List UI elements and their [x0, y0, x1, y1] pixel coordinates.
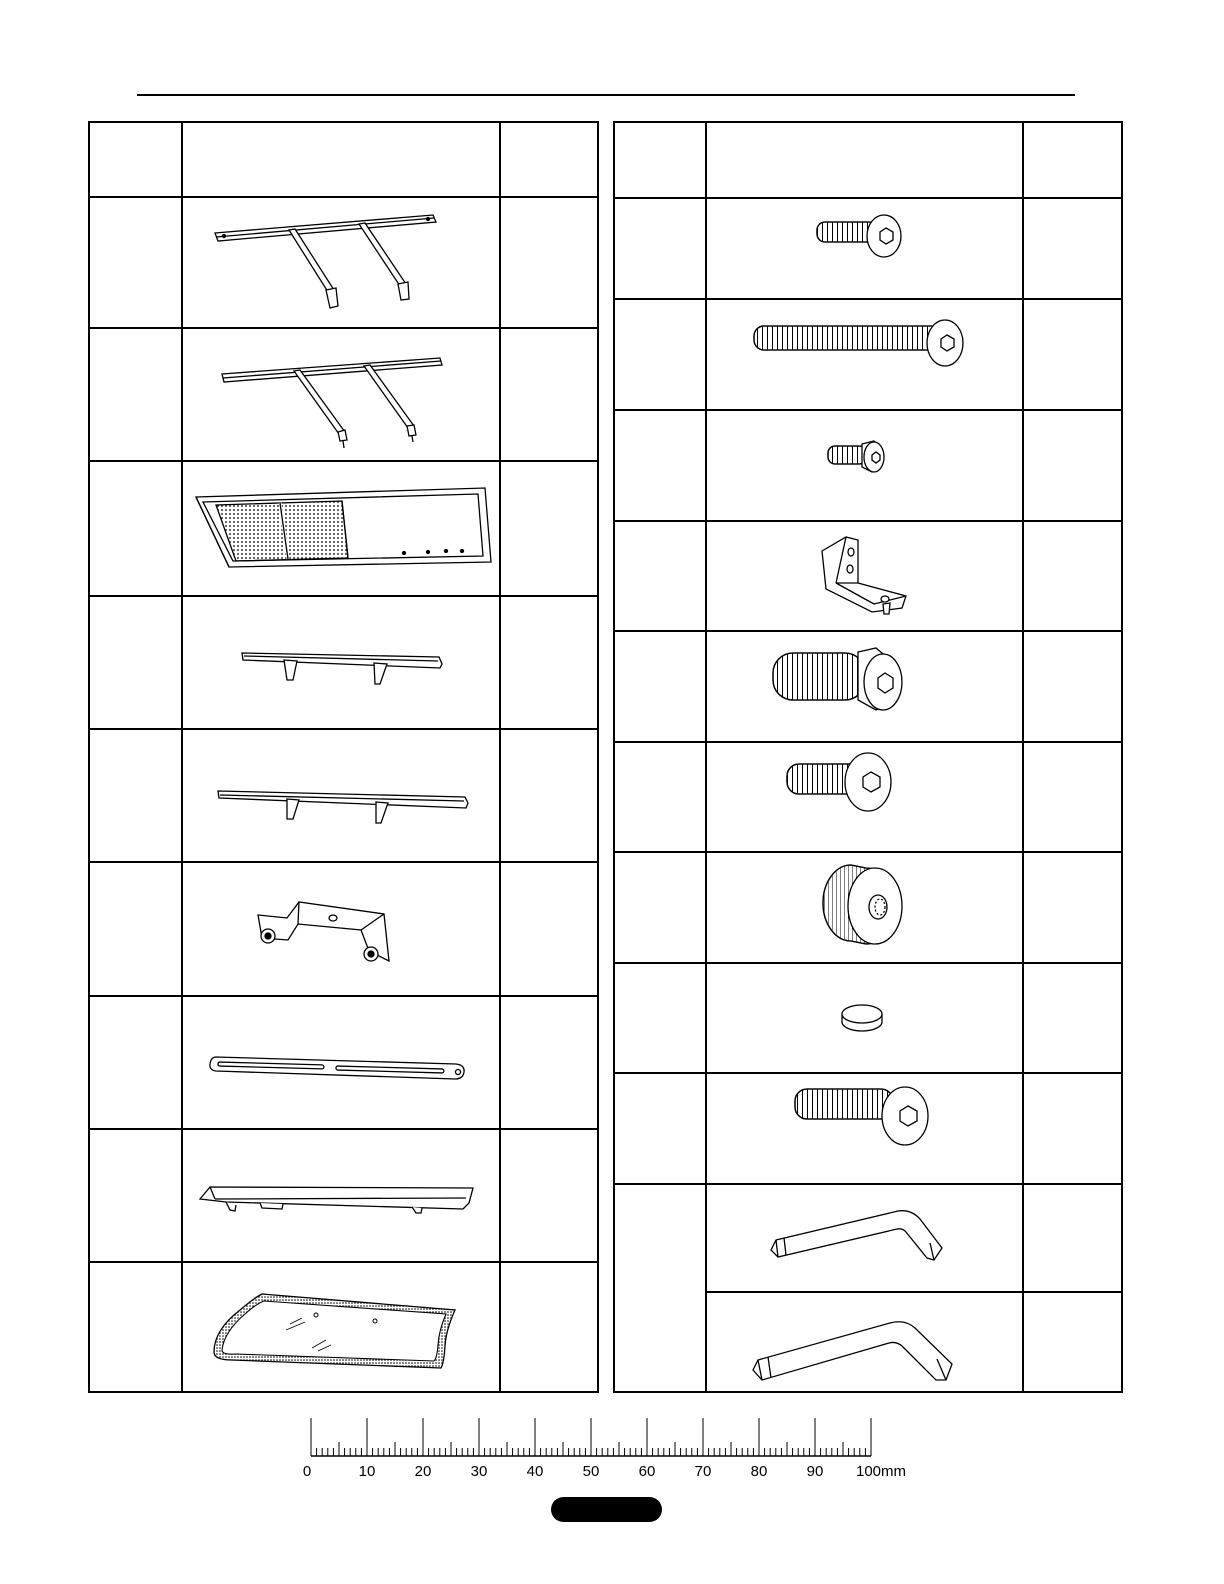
ruler-label-80: 80 [750, 1463, 768, 1480]
ruler-label-50: 50 [582, 1463, 600, 1480]
ruler-label-60: 60 [638, 1463, 656, 1480]
ruler-label-40: 40 [526, 1463, 544, 1480]
ruler-label-100mm: 100mm [856, 1463, 907, 1480]
ruler-label-20: 20 [414, 1463, 432, 1480]
ruler-label-0: 0 [302, 1463, 312, 1480]
ruler-label-30: 30 [470, 1463, 488, 1480]
ruler-label-70: 70 [694, 1463, 712, 1480]
ruler-label-90: 90 [806, 1463, 824, 1480]
page-number-badge [551, 1497, 662, 1522]
ruler-label-10: 10 [358, 1463, 376, 1480]
